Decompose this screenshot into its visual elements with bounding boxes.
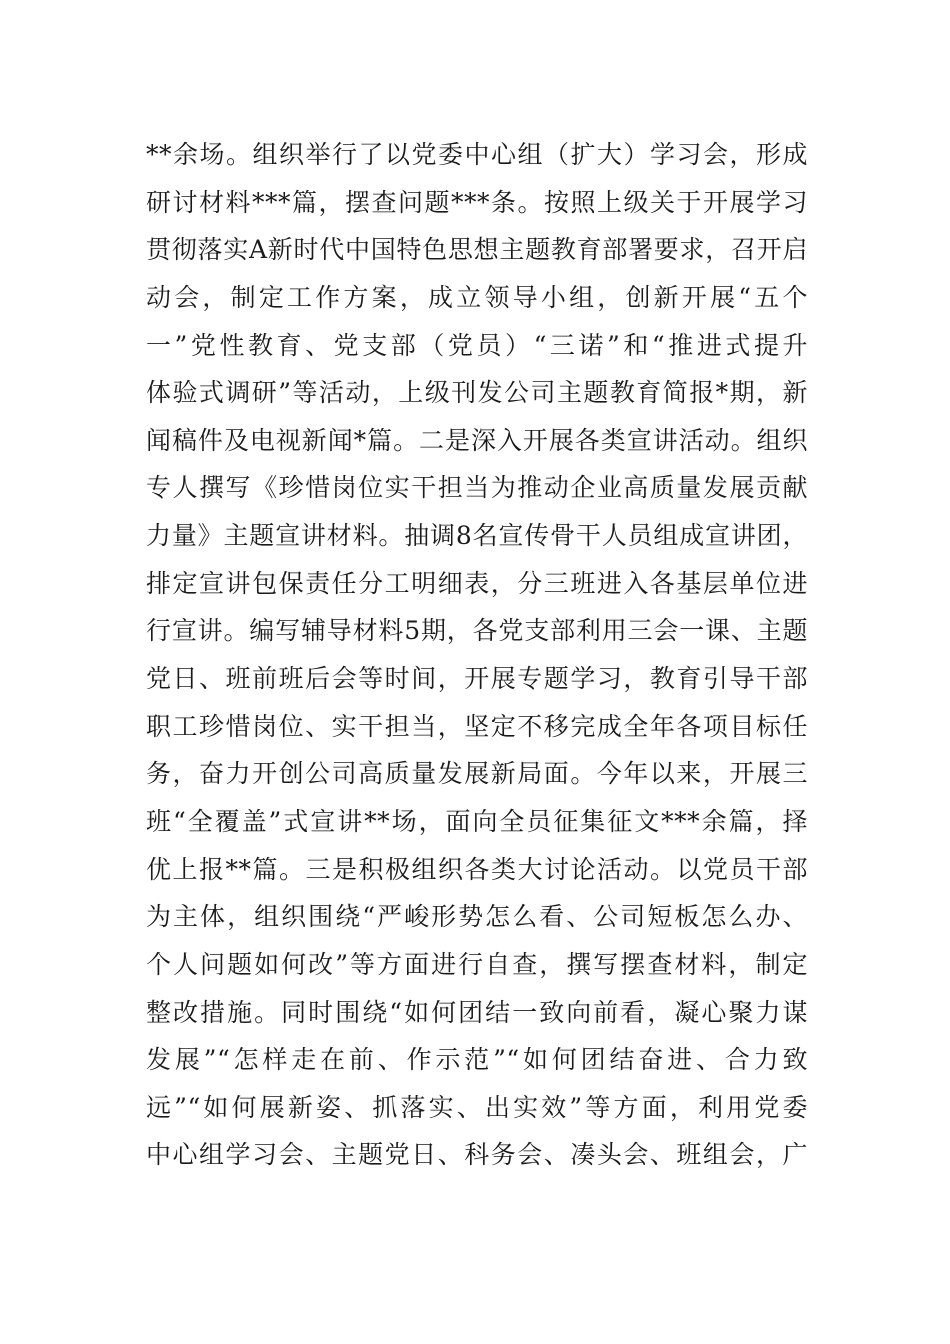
text-line: **余场。组织举行了以党委中心组（扩大）学习会，形成 xyxy=(146,140,808,169)
text-line: 务，奋力开创公司高质量发展新局面。今年以来，开展三 xyxy=(146,759,808,789)
text-line: 一”党性教育、党支部（党员）“三诺”和“推进式提升 xyxy=(146,330,808,360)
text-line: 专人撰写《珍惜岗位实干担当为推动企业高质量发展贡献 xyxy=(146,473,808,503)
text-line: 优上报**篇。三是积极组织各类大讨论活动。以党员干部 xyxy=(146,854,808,884)
text-line: 力量》主题宣讲材料。抽调8名宣传骨干人员组成宣讲团， xyxy=(146,521,808,551)
text-line: 发展”“怎样走在前、作示范”“如何团结奋进、合力致 xyxy=(146,1045,808,1075)
text-line: 党日、班前班后会等时间，开展专题学习，教育引导干部 xyxy=(146,664,808,694)
text-line: 个人问题如何改”等方面进行自查，撰写摆查材料，制定 xyxy=(146,949,808,979)
text-line: 贯彻落实A新时代中国特色思想主题教育部署要求，召开启 xyxy=(146,235,808,265)
text-line: 研讨材料***篇，摆查问题***条。按照上级关于开展学习 xyxy=(146,187,808,217)
text-line: 闻稿件及电视新闻*篇。二是深入开展各类宣讲活动。组织 xyxy=(146,425,808,455)
text-line: 中心组学习会、主题党日、科务会、凑头会、班组会，广 xyxy=(146,1140,808,1170)
text-line: 远”“如何展新姿、抓落实、出实效”等方面，利用党委 xyxy=(146,1092,808,1122)
text-line: 职工珍惜岗位、实干担当，坚定不移完成全年各项目标任 xyxy=(146,711,808,741)
text-line: 体验式调研”等活动，上级刊发公司主题教育简报*期，新 xyxy=(146,378,808,408)
body-paragraph xyxy=(146,131,808,1179)
text-line: 动会，制定工作方案，成立领导小组，创新开展“五个 xyxy=(146,282,808,312)
text-line: 为主体，组织围绕“严峻形势怎么看、公司短板怎么办、 xyxy=(146,902,808,932)
text-line: 行宣讲。编写辅导材料5期，各党支部利用三会一课、主题 xyxy=(146,616,808,646)
text-line: 排定宣讲包保责任分工明细表，分三班进入各基层单位进 xyxy=(146,568,808,598)
text-line: 班“全覆盖”式宣讲**场，面向全员征集征文***余篇，择 xyxy=(146,806,808,836)
text-line: 整改措施。同时围绕“如何团结一致向前看，凝心聚力谋 xyxy=(146,997,808,1027)
